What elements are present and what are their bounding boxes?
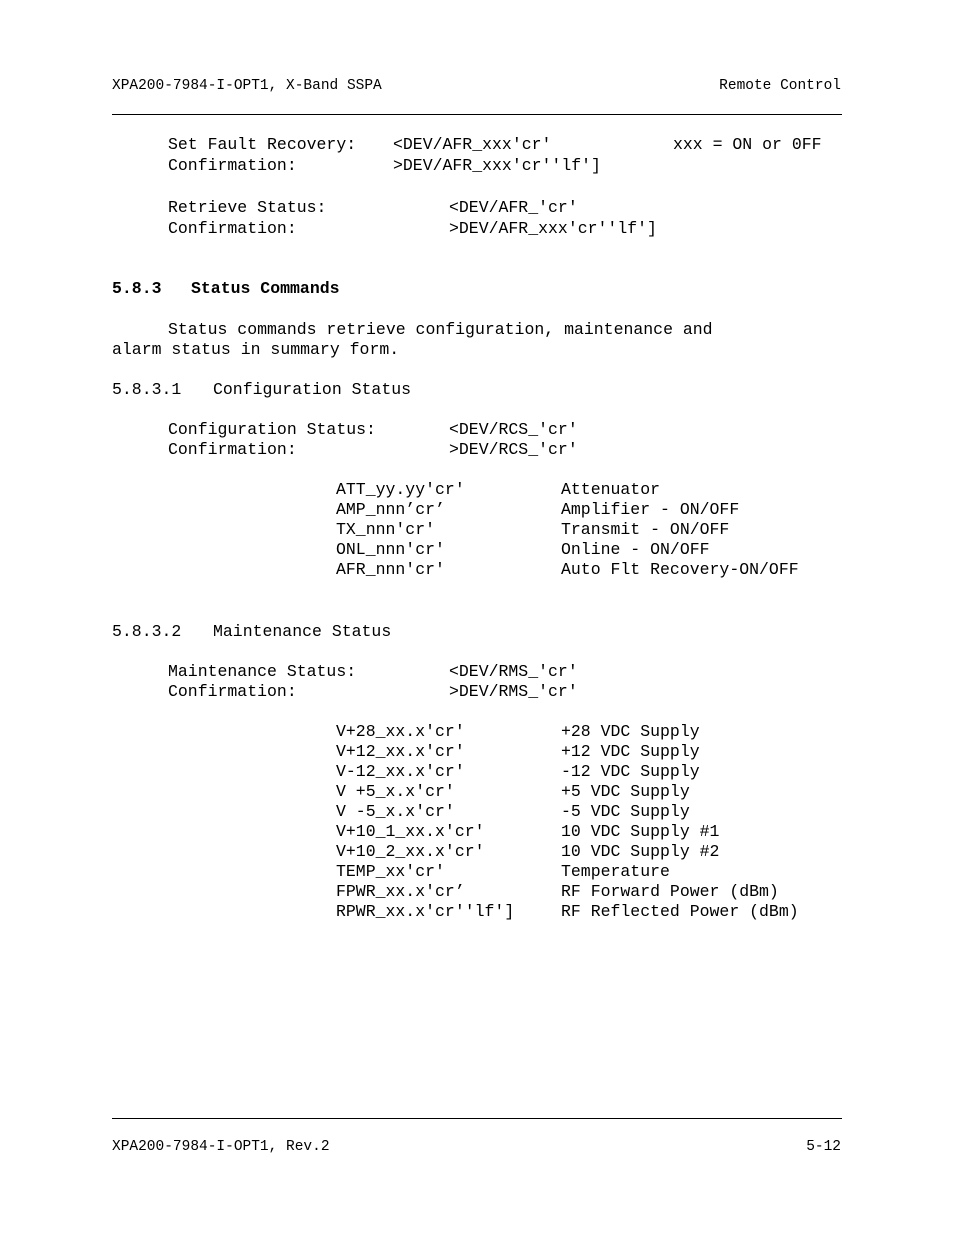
section-title: Status Commands (191, 279, 340, 298)
config-heading-number: 5.8.3.1 (112, 380, 182, 399)
maint-row-desc: 10 VDC Supply #2 (561, 842, 720, 861)
maint-confirmation-command: >DEV/RMS_'cr' (449, 682, 578, 701)
maint-heading-number: 5.8.3.2 (112, 622, 182, 641)
maint-row-code: V +5_x.x'cr' (336, 782, 455, 801)
header-section-title: Remote Control (719, 78, 841, 94)
config-row-code: ONL_nnn'cr' (336, 540, 445, 559)
maint-row-desc: +12 VDC Supply (561, 742, 700, 761)
section-number: 5.8.3 (112, 279, 162, 298)
afr-retrieve-command: <DEV/AFR_'cr' (449, 198, 578, 217)
maint-row-code: V-12_xx.x'cr' (336, 762, 465, 781)
maint-heading-title: Maintenance Status (213, 622, 392, 641)
afr-confirmation-label: Confirmation: (168, 156, 297, 175)
section-paragraph-line-2: alarm status in summary form. (112, 340, 400, 359)
footer-page-number: 5-12 (806, 1139, 841, 1155)
afr-set-note: xxx = ON or 0FF (673, 135, 822, 154)
config-status-command: <DEV/RCS_'cr' (449, 420, 578, 439)
maint-row-desc: +5 VDC Supply (561, 782, 690, 801)
config-heading-title: Configuration Status (213, 380, 412, 399)
footer-rule (112, 1118, 842, 1119)
config-row-desc: Online - ON/OFF (561, 540, 710, 559)
maint-row-desc: 10 VDC Supply #1 (561, 822, 720, 841)
afr-retrieve-confirmation-label: Confirmation: (168, 219, 297, 238)
config-confirmation-command: >DEV/RCS_'cr' (449, 440, 578, 459)
config-row-desc: Transmit - ON/OFF (561, 520, 730, 539)
config-row-desc: Amplifier - ON/OFF (561, 500, 740, 519)
afr-confirmation-command: >DEV/AFR_xxx'cr''lf'] (393, 156, 601, 175)
maint-row-desc: RF Forward Power (dBm) (561, 882, 779, 901)
maint-row-code: RPWR_xx.x'cr''lf'] (336, 902, 515, 921)
config-row-desc: Attenuator (561, 480, 661, 499)
maint-row-code: V+12_xx.x'cr' (336, 742, 465, 761)
maint-row-code: V+28_xx.x'cr' (336, 722, 465, 741)
section-paragraph-line-1: Status commands retrieve configuration, maintenance and (168, 320, 713, 339)
config-row-desc: Auto Flt Recovery-ON/OFF (561, 560, 799, 579)
header-rule (112, 114, 842, 115)
maint-row-desc: -12 VDC Supply (561, 762, 700, 781)
maint-row-code: TEMP_xx'cr' (336, 862, 445, 881)
maint-row-desc: -5 VDC Supply (561, 802, 690, 821)
maint-row-code: FPWR_xx.x'cr’ (336, 882, 465, 901)
afr-retrieve-confirmation-command: >DEV/AFR_xxx'cr''lf'] (449, 219, 657, 238)
config-row-code: TX_nnn'cr' (336, 520, 436, 539)
config-row-code: AFR_nnn'cr' (336, 560, 445, 579)
maint-row-code: V -5_x.x'cr' (336, 802, 455, 821)
config-row-code: AMP_nnn’cr’ (336, 500, 445, 519)
afr-set-label: Set Fault Recovery: (168, 135, 357, 154)
maint-row-code: V+10_2_xx.x'cr' (336, 842, 485, 861)
footer-doc-revision: XPA200-7984-I-OPT1, Rev.2 (112, 1139, 330, 1155)
config-confirmation-label: Confirmation: (168, 440, 297, 459)
maint-confirmation-label: Confirmation: (168, 682, 297, 701)
header-doc-title: XPA200-7984-I-OPT1, X-Band SSPA (112, 78, 382, 94)
maint-status-command: <DEV/RMS_'cr' (449, 662, 578, 681)
maint-status-label: Maintenance Status: (168, 662, 357, 681)
maint-row-desc: RF Reflected Power (dBm) (561, 902, 799, 921)
maint-row-desc: Temperature (561, 862, 670, 881)
config-row-code: ATT_yy.yy'cr' (336, 480, 465, 499)
config-status-label: Configuration Status: (168, 420, 376, 439)
maint-row-code: V+10_1_xx.x'cr' (336, 822, 485, 841)
afr-retrieve-label: Retrieve Status: (168, 198, 327, 217)
afr-set-command: <DEV/AFR_xxx'cr' (393, 135, 552, 154)
maint-row-desc: +28 VDC Supply (561, 722, 700, 741)
